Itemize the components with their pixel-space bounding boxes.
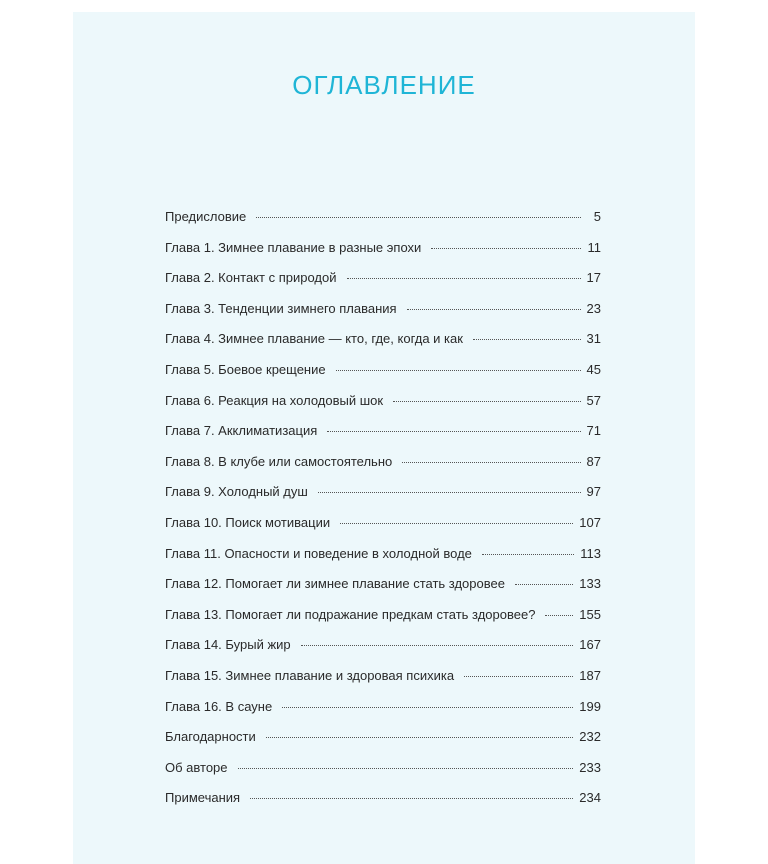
table-of-contents xyxy=(165,209,601,821)
toc-entry-page-number: 187 xyxy=(579,667,601,683)
toc-entry-page-number: 71 xyxy=(586,423,601,439)
toc-entry-page-number: 31 xyxy=(586,331,601,347)
toc-entry-page-number: 113 xyxy=(580,545,601,561)
dot-leader xyxy=(393,401,580,402)
toc-entry-title: Глава 9. Холодный душ xyxy=(165,484,308,500)
toc-entry-title: Глава 2. Контакт с природой xyxy=(165,270,337,286)
toc-entry-page-number: 199 xyxy=(579,698,601,714)
toc-entry-title: Благодарности xyxy=(165,729,256,745)
toc-entry-title: Глава 7. Акклиматизация xyxy=(165,423,318,439)
toc-entry xyxy=(165,209,601,240)
dot-leader xyxy=(301,645,574,646)
toc-entry xyxy=(165,362,601,393)
toc-entry-page-number: 87 xyxy=(586,453,601,469)
toc-entry xyxy=(165,637,601,668)
dot-leader xyxy=(407,309,581,310)
toc-entry-page-number: 167 xyxy=(579,637,601,653)
toc-entry xyxy=(165,301,601,332)
toc-entry-title: Глава 6. Реакция на холодовый шок xyxy=(165,392,384,408)
toc-entry-page-number: 155 xyxy=(579,606,601,622)
toc-entry-page-number: 97 xyxy=(586,484,601,500)
toc-entry-page-number: 232 xyxy=(579,729,601,745)
toc-entry xyxy=(165,240,601,271)
toc-entry xyxy=(165,515,601,546)
toc-entry-page-number: 57 xyxy=(586,392,601,408)
toc-entry xyxy=(165,607,601,638)
toc-entry-title: Глава 8. В клубе или самостоятельно xyxy=(165,453,393,469)
toc-entry-title: Глава 5. Боевое крещение xyxy=(165,361,326,377)
dot-leader xyxy=(238,768,574,769)
toc-entry xyxy=(165,270,601,301)
toc-entry xyxy=(165,484,601,515)
toc-entry xyxy=(165,423,601,454)
dot-leader xyxy=(250,798,573,799)
toc-entry-page-number: 5 xyxy=(593,209,601,224)
toc-entry-title: Глава 16. В сауне xyxy=(165,698,273,714)
toc-entry-page-number: 17 xyxy=(586,270,601,286)
toc-entry-title: Глава 11. Опасности и поведение в холодной воде xyxy=(165,545,472,561)
toc-entry xyxy=(165,454,601,485)
dot-leader xyxy=(336,370,581,371)
dot-leader xyxy=(266,737,574,738)
dot-leader xyxy=(327,431,580,432)
toc-entry-page-number: 11 xyxy=(587,239,601,255)
toc-entry-title: Глава 1. Зимнее плавание в разные эпохи xyxy=(165,239,422,255)
toc-entry-title: Глава 15. Зимнее плавание и здоровая психика xyxy=(165,667,455,683)
toc-entry xyxy=(165,699,601,730)
dot-leader xyxy=(473,339,581,340)
toc-entry-page-number: 23 xyxy=(586,300,601,316)
book-page xyxy=(73,12,695,864)
toc-entry-title: Глава 12. Помогает ли зимнее плавание стать здоровее xyxy=(165,576,505,592)
dot-leader xyxy=(464,676,573,677)
toc-entry xyxy=(165,760,601,791)
dot-leader xyxy=(340,523,573,524)
toc-entry-title: Глава 13. Помогает ли подражание предкам стать здоровее? xyxy=(165,606,536,622)
toc-entry-page-number: 234 xyxy=(579,790,601,806)
toc-entry xyxy=(165,668,601,699)
dot-leader xyxy=(256,217,581,218)
dot-leader xyxy=(431,248,581,249)
toc-entry-page-number: 45 xyxy=(586,361,601,377)
toc-entry xyxy=(165,393,601,424)
toc-entry-title: Глава 3. Тенденции зимнего плавания xyxy=(165,300,397,316)
dot-leader xyxy=(347,278,581,279)
toc-entry-title: Примечания xyxy=(165,790,241,806)
dot-leader xyxy=(515,584,573,585)
toc-entry-title: Глава 14. Бурый жир xyxy=(165,637,291,653)
toc-entry-page-number: 107 xyxy=(579,514,601,530)
toc-entry-title: Глава 4. Зимнее плавание — кто, где, когда и как xyxy=(165,331,463,347)
toc-entry xyxy=(165,331,601,362)
toc-entry xyxy=(165,546,601,577)
toc-entry xyxy=(165,790,601,821)
toc-entry-title: Предисловие xyxy=(165,209,247,224)
toc-entry-title: Глава 10. Поиск мотивации xyxy=(165,514,331,530)
dot-leader xyxy=(482,554,574,555)
page-title: ОГЛАВЛЕНИЕ xyxy=(292,70,476,100)
dot-leader xyxy=(318,492,581,493)
toc-entry-page-number: 233 xyxy=(579,759,601,775)
toc-entry-page-number: 133 xyxy=(579,576,601,592)
dot-leader xyxy=(282,707,573,708)
toc-entry xyxy=(165,729,601,760)
toc-entry xyxy=(165,576,601,607)
toc-entry-title: Об авторе xyxy=(165,759,228,775)
dot-leader xyxy=(402,462,580,463)
dot-leader xyxy=(545,615,573,616)
